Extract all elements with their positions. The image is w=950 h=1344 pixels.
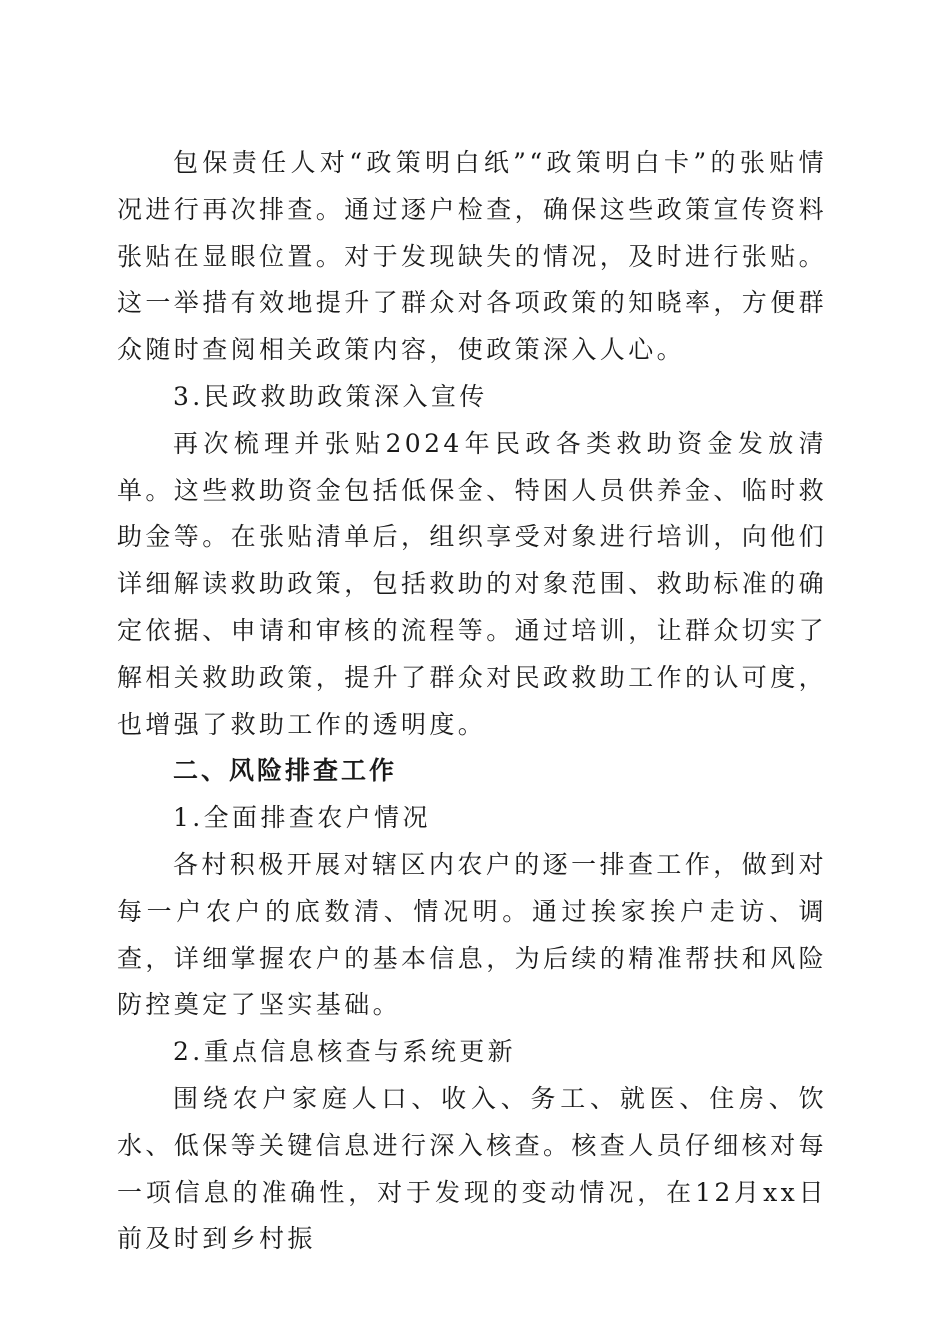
subheading-info-verification: 2.重点信息核查与系统更新	[173, 1037, 517, 1067]
paragraph-assistance-funds: 再次梳理并张贴2024年民政各类救助资金发放清单。这些救助资金包括低保金、特困人员供养金、临时救助金等。在张贴清单后，组织享受对象进行培训，向他们详细解读救助政策，包括救助的对象范围、救助标准的确定依据、申请和审核的流程等。通过培训，让群众切实了解相关救助政策，提升了群众对民政救助工作的认可度，也增强了救助工作的透明度。	[117, 428, 828, 739]
subheading-household-inspection: 1.全面排查农户情况	[173, 803, 431, 833]
paragraph-policy-poster-check: 包保责任人对“政策明白纸”“政策明白卡”的张贴情况进行再次排查。通过逐户检查，确保这些政策宣传资料张贴在显眼位置。对于发现缺失的情况，及时进行张贴。这一举措有效地提升了群众对各项政策的知晓率，方便群众随时查阅相关政策内容，使政策深入人心。	[117, 148, 828, 365]
section-heading-risk-inspection: 二、风险排查工作	[173, 756, 398, 786]
document-body	[117, 140, 827, 1263]
subheading-civil-affairs-assistance: 3.民政救助政策深入宣传	[173, 381, 488, 411]
paragraph-info-verification: 围绕农户家庭人口、收入、务工、就医、住房、饮水、低保等关键信息进行深入核查。核查人员仔细核对每一项信息的准确性，对于发现的变动情况，在12月xx日前及时到乡村振	[117, 1083, 828, 1254]
paragraph-household-inspection: 各村积极开展对辖区内农户的逐一排查工作，做到对每一户农户的底数清、情况明。通过挨家挨户走访、调查，详细掌握农户的基本信息，为后续的精准帮扶和风险防控奠定了坚实基础。	[117, 849, 828, 1020]
